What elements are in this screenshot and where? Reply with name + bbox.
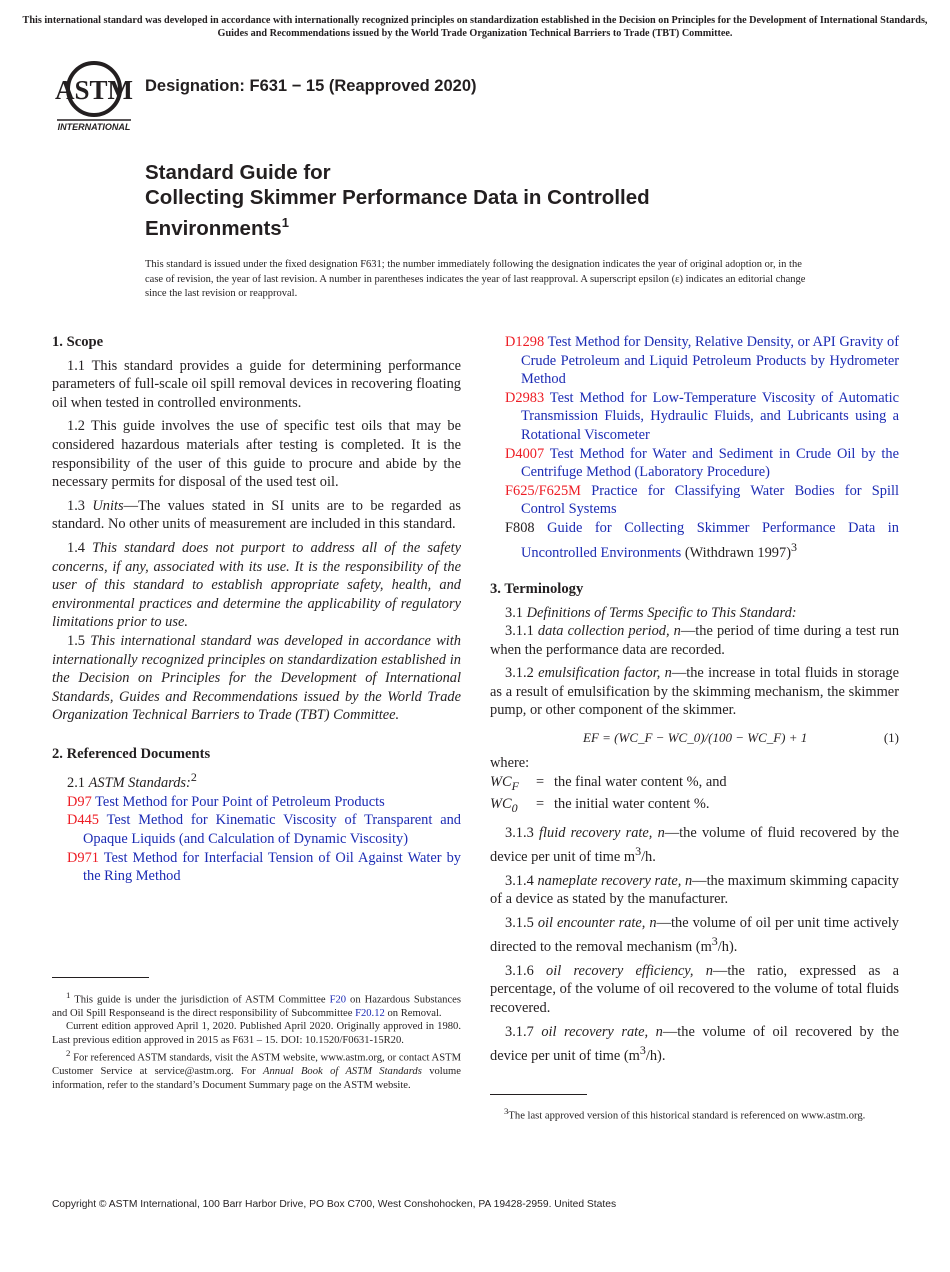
terminology-heading: 3. Terminology — [490, 580, 584, 597]
standards-notice: This international standard was developed in accordance with internationally recognized principles on standardization established in the Decision on Principles for the Development of International Standards, Guides and Recommendations issued by the World Trade Organization Technical Barriers to Trade (TBT) Committee. — [22, 15, 928, 39]
ref-f808[interactable]: F808 Guide for Collecting Skimmer Performance Data in Uncontrolled Environments (Withdrawn 1997)$^3$ — [505, 519, 899, 561]
footnote-2: $^2$ For referenced ASTM standards, visit the ASTM website, www.astm.org, or contact ASTM Customer Service at service@astm.org. For Annual Book of ASTM Standards volume information, refer to the standard’s Document Summary page on the ASTM website. — [52, 1048, 461, 1091]
ref-d97[interactable]: D97 Test Method for Pour Point of Petroleum Products — [67, 793, 385, 810]
equation-row — [490, 724, 899, 754]
equation: EF = (WC_F − WC_0)/(100 − WC_F) + 1 — [583, 730, 808, 746]
issued-note: This standard is issued under the fixed designation F631; the number immediately following the designation indicates the year of original adoption or, in the case of revision, the year of last revision. A number in parentheses indicates the year of last reapproval. A superscript epsilon (ε) indicates an editorial change since the last revision or reapproval. — [145, 259, 806, 299]
right-footnotes — [490, 1105, 899, 1123]
term-3-1-3: 3.1.3 fluid recovery rate, n—the volume of fluid recovered by the device per unit of time $m^3/h$. — [490, 824, 899, 865]
ref-f625[interactable]: F625/F625M Practice for Classifying Water Bodies for Spill Control Systems — [505, 482, 899, 518]
ref-d4007[interactable]: D4007 Test Method for Water and Sediment in Crude Oil by the Centrifuge Method (Laboratory Procedure) — [505, 445, 899, 481]
footnote-divider-left — [52, 977, 149, 978]
link-f20[interactable]: F20 — [329, 994, 347, 1006]
scope-1-5: 1.5 This international standard was developed in accordance with internationally recognized principles on standardization established in the Decision on Principles for the Development of International Standards, Guides and Recommendations issued by the World Trade Organization Technical Barriers to Trade (TBT) Committee. — [52, 632, 461, 724]
title-line-2: Collecting Skimmer Performance Data in Controlled — [145, 186, 650, 209]
term-3-1-7: 3.1.7 oil recovery rate, n—the volume of oil recovered by the device per unit of time $(m^3/h)$. — [490, 1023, 900, 1064]
astm-logo-icon — [53, 57, 135, 133]
term-3-1: 3.1 Definitions of Terms Specific to This Standard: — [505, 604, 797, 621]
title-line-1: Standard Guide for — [145, 161, 331, 184]
where-item-wcf: $WC_F$ = the final water content %, and — [490, 773, 727, 793]
logo-letters: ASTM — [54, 75, 134, 105]
scope-1-3: 1.3 Units—The values stated in SI units are to be regarded as standard. No other units of measurement are included in this standard. — [52, 497, 461, 533]
equation-number: (1) — [883, 730, 899, 746]
scope-1-4: 1.4 This standard does not purport to address all of the safety concerns, if any, associated with its use. It is the responsibility of the user of this standard to establish appropriate safety, health, and environmental practices and determine the applicability of regulatory limitations prior to use. — [52, 539, 461, 631]
where-item-wc0: $WC_0$ = the initial water content %. — [490, 796, 710, 816]
ref-d971[interactable]: D971 Test Method for Interfacial Tension of Oil Against Water by the Ring Method — [67, 849, 461, 885]
astm-logo — [53, 57, 135, 133]
term-3-1-6: 3.1.6 oil recovery efficiency, n—the ratio, expressed as a percentage, of the volume of oil recovered to the volume of total fluids recovered. — [490, 962, 899, 1016]
scope-1-1: 1.1 This standard provides a guide for determining performance parameters of full-scale oil spill removal devices in recovering floating oil when tested in controlled environments. — [52, 357, 461, 411]
designation: Designation: F631 − 15 (Reapproved 2020) — [145, 77, 477, 95]
scope-1-2: 1.2 This guide involves the use of specific test oils that may be considered hazardous materials after testing is completed. It is the responsibility of the user of this guide to procure and abide by the necessary permits for disposal of the used test oil. — [52, 418, 461, 491]
refdocs-heading: 2. Referenced Documents — [52, 745, 211, 762]
left-footnotes — [52, 989, 461, 1092]
term-3-1-2: 3.1.2 emulsification factor, n—the increase in total fluids in storage as a result of emulsification by the skimming mechanism, the skimmer pump, or other component of the skimmer. — [490, 665, 900, 719]
ref-d2983[interactable]: D2983 Test Method for Low-Temperature Viscosity of Automatic Transmission Fluids, Hydraulic Fluids, and Lubricants using a Rotational Viscometer — [505, 389, 899, 443]
term-3-1-1: 3.1.1 data collection period, n—the period of time during a test run when the performance data are recorded. — [490, 623, 900, 658]
term-3-1-5: 3.1.5 oil encounter rate, n—the volume of oil per unit time actively directed to the removal mechanism $(m^3/h)$. — [490, 914, 899, 956]
scope-heading: 1. Scope — [52, 334, 104, 350]
footnote-1-edition: Current edition approved April 1, 2020. Published April 2020. Originally approved in 1980. Last previous edition approved in 2015 as F631 – 15. DOI: 10.1520/F0631-15R20. — [52, 1021, 461, 1046]
footnote-3: $^3$The last approved version of this historical standard is referenced on www.astm.org. — [504, 1106, 866, 1122]
footnote-divider-right — [490, 1094, 587, 1095]
logo-subtext: INTERNATIONAL — [57, 122, 131, 132]
footnote-1: $^1$ This guide is under the jurisdiction of ASTM Committee F20 on Hazardous Substances and Oil Spill Responseand is the direct responsibility of Subcommittee F20.12 on Removal. — [52, 990, 461, 1019]
ref-d1298[interactable]: D1298 Test Method for Density, Relative Density, or API Gravity of Crude Petroleum and Liquid Petroleum Products by Hydrometer Method — [505, 334, 899, 388]
link-f20-12[interactable]: F20.12 — [355, 1007, 385, 1019]
page-title — [145, 160, 650, 241]
left-column — [52, 333, 461, 886]
right-column — [490, 333, 899, 1066]
where-label: where: — [490, 755, 530, 772]
title-line-3: Environments$^1$ — [145, 215, 289, 240]
refdocs-2-1: 2.1 ASTM Standards:$^2$ — [67, 770, 197, 792]
term-3-1-4: 3.1.4 nameplate recovery rate, n—the maximum skimming capacity of a device as stated by the manufacturer. — [490, 872, 899, 908]
copyright-footer: Copyright © ASTM International, 100 Barr Harbor Drive, PO Box C700, West Conshohocken, PA 19428-2959. United States — [52, 1199, 617, 1210]
ref-d445[interactable]: D445 Test Method for Kinematic Viscosity of Transparent and Opaque Liquids (and Calculation of Dynamic Viscosity) — [67, 812, 461, 848]
